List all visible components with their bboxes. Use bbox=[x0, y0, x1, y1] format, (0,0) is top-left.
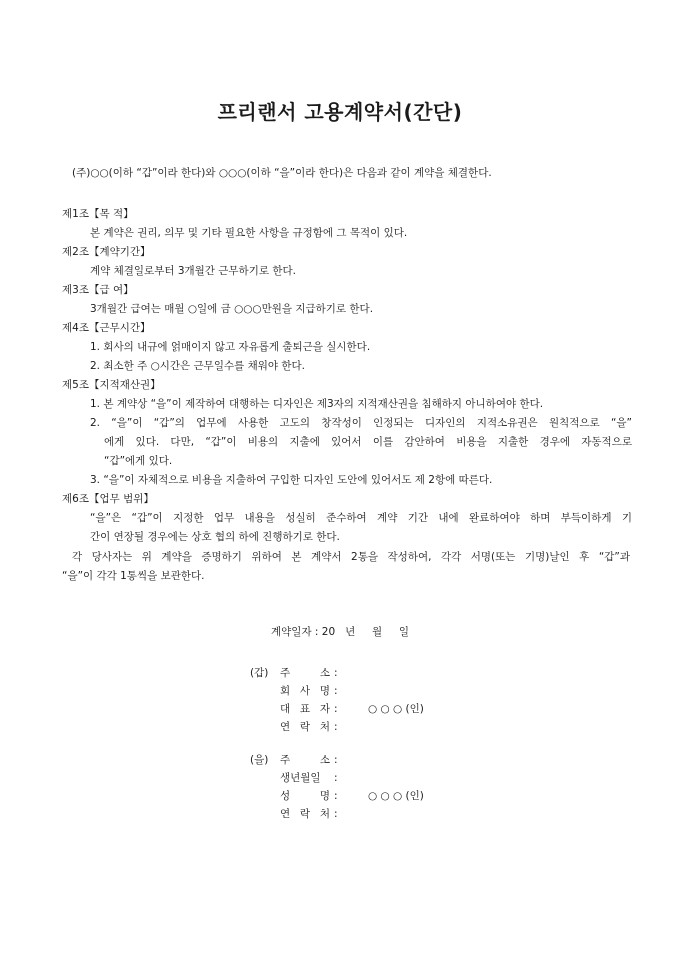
party-b-block: (을) 주 소 : 생년월일 : 성 명 : ○ ○ ○ (인) 연 락 처 : bbox=[250, 751, 424, 823]
contract-date: 계약일자 : 20 년 월 일 bbox=[271, 626, 409, 638]
article-6 bbox=[62, 490, 632, 547]
article-heading: 제6조【업무 범위】 bbox=[62, 493, 154, 505]
closing-paragraph bbox=[62, 548, 630, 586]
article-text: 본 계약은 권리, 의무 및 기타 필요한 사항을 규정함에 그 목적이 있다. bbox=[90, 227, 408, 239]
article-text: “을”은 “갑”이 지정한 업무 내용을 성실히 준수하여 계약 기간 내에 완료하여야 하며 부득이하게 기 bbox=[90, 512, 632, 524]
articles-section bbox=[62, 205, 632, 547]
article-heading: 제3조【급 여】 bbox=[62, 284, 134, 296]
field-label: 연 락 처 bbox=[280, 721, 330, 733]
intro-paragraph: (주)○○(이하 “갑”이라 한다)와 ○○○(이하 “을”이라 한다)은 다음과 같이 계약을 체결한다. bbox=[72, 167, 492, 179]
article-text: 간이 연장될 경우에는 상호 협의 하에 진행하기로 한다. bbox=[90, 531, 340, 543]
article-heading: 제5조【지적재산권】 bbox=[62, 379, 161, 391]
party-a-block: (갑) 주 소 : 회 사 명 : 대 표 자 : ○ ○ ○ (인) 연 락 처 : bbox=[250, 664, 424, 736]
article-text: 계약 체결일로부터 3개월간 근무하기로 한다. bbox=[90, 265, 296, 277]
article-item: 3. “을”이 자체적으로 비용을 지출하여 구입한 디자인 도안에 있어서도 제 2항에 따른다. bbox=[90, 474, 493, 486]
field-label: 주 소 bbox=[280, 754, 330, 766]
field-label: 성 명 bbox=[280, 790, 330, 802]
closing-line: 각 당사자는 위 계약을 증명하기 위하여 본 계약서 2통을 작성하여, 각각 서명(또는 기명)날인 후 “갑”과 bbox=[72, 551, 630, 563]
article-item: 1. 회사의 내규에 얽매이지 않고 자유롭게 출퇴근을 실시한다. bbox=[90, 341, 371, 353]
article-heading: 제2조【계약기간】 bbox=[62, 246, 151, 258]
closing-line: “을”이 각각 1통씩을 보관한다. bbox=[62, 570, 205, 582]
field-label: 대 표 자 bbox=[280, 703, 330, 715]
field-value: ○ ○ ○ (인) bbox=[358, 790, 424, 802]
article-item-continued: “갑”에게 있다. bbox=[104, 455, 173, 467]
article-item: 1. 본 계약상 “을”이 제작하여 대행하는 디자인은 제3자의 지적재산권을 침해하지 아니하여야 한다. bbox=[90, 398, 544, 410]
article-item: 2. 최소한 주 ○시간은 근무일수를 채워야 한다. bbox=[90, 360, 305, 372]
field-label: 회 사 명 bbox=[280, 685, 330, 697]
field-label: 생년월일 bbox=[280, 772, 321, 784]
article-3 bbox=[62, 281, 632, 319]
party-tag: (갑) bbox=[250, 667, 269, 679]
field-value: ○ ○ ○ (인) bbox=[358, 703, 424, 715]
article-5 bbox=[62, 376, 632, 490]
article-heading: 제4조【근무시간】 bbox=[62, 322, 151, 334]
article-item: 2. “을”이 “갑”의 업무에 사용한 고도의 창작성이 인정되는 디자인의 지적소유권은 원칙적으로 “을” bbox=[90, 417, 632, 429]
article-2 bbox=[62, 243, 632, 281]
document-title: 프리랜서 고용계약서(간단) bbox=[217, 100, 463, 124]
article-heading: 제1조【목 적】 bbox=[62, 208, 134, 220]
party-tag: (을) bbox=[250, 754, 269, 766]
article-item-continued: 에게 있다. 다만, “갑”이 비용의 지출에 있어서 이를 감안하여 비용을 지출한 경우에 자동적으로 bbox=[104, 436, 632, 448]
field-label: 주 소 bbox=[280, 667, 330, 679]
article-text: 3개월간 급여는 매월 ○일에 금 ○○○만원을 지급하기로 한다. bbox=[90, 303, 374, 315]
article-1 bbox=[62, 205, 632, 243]
field-label: 연 락 처 bbox=[280, 808, 330, 820]
article-4 bbox=[62, 319, 632, 376]
